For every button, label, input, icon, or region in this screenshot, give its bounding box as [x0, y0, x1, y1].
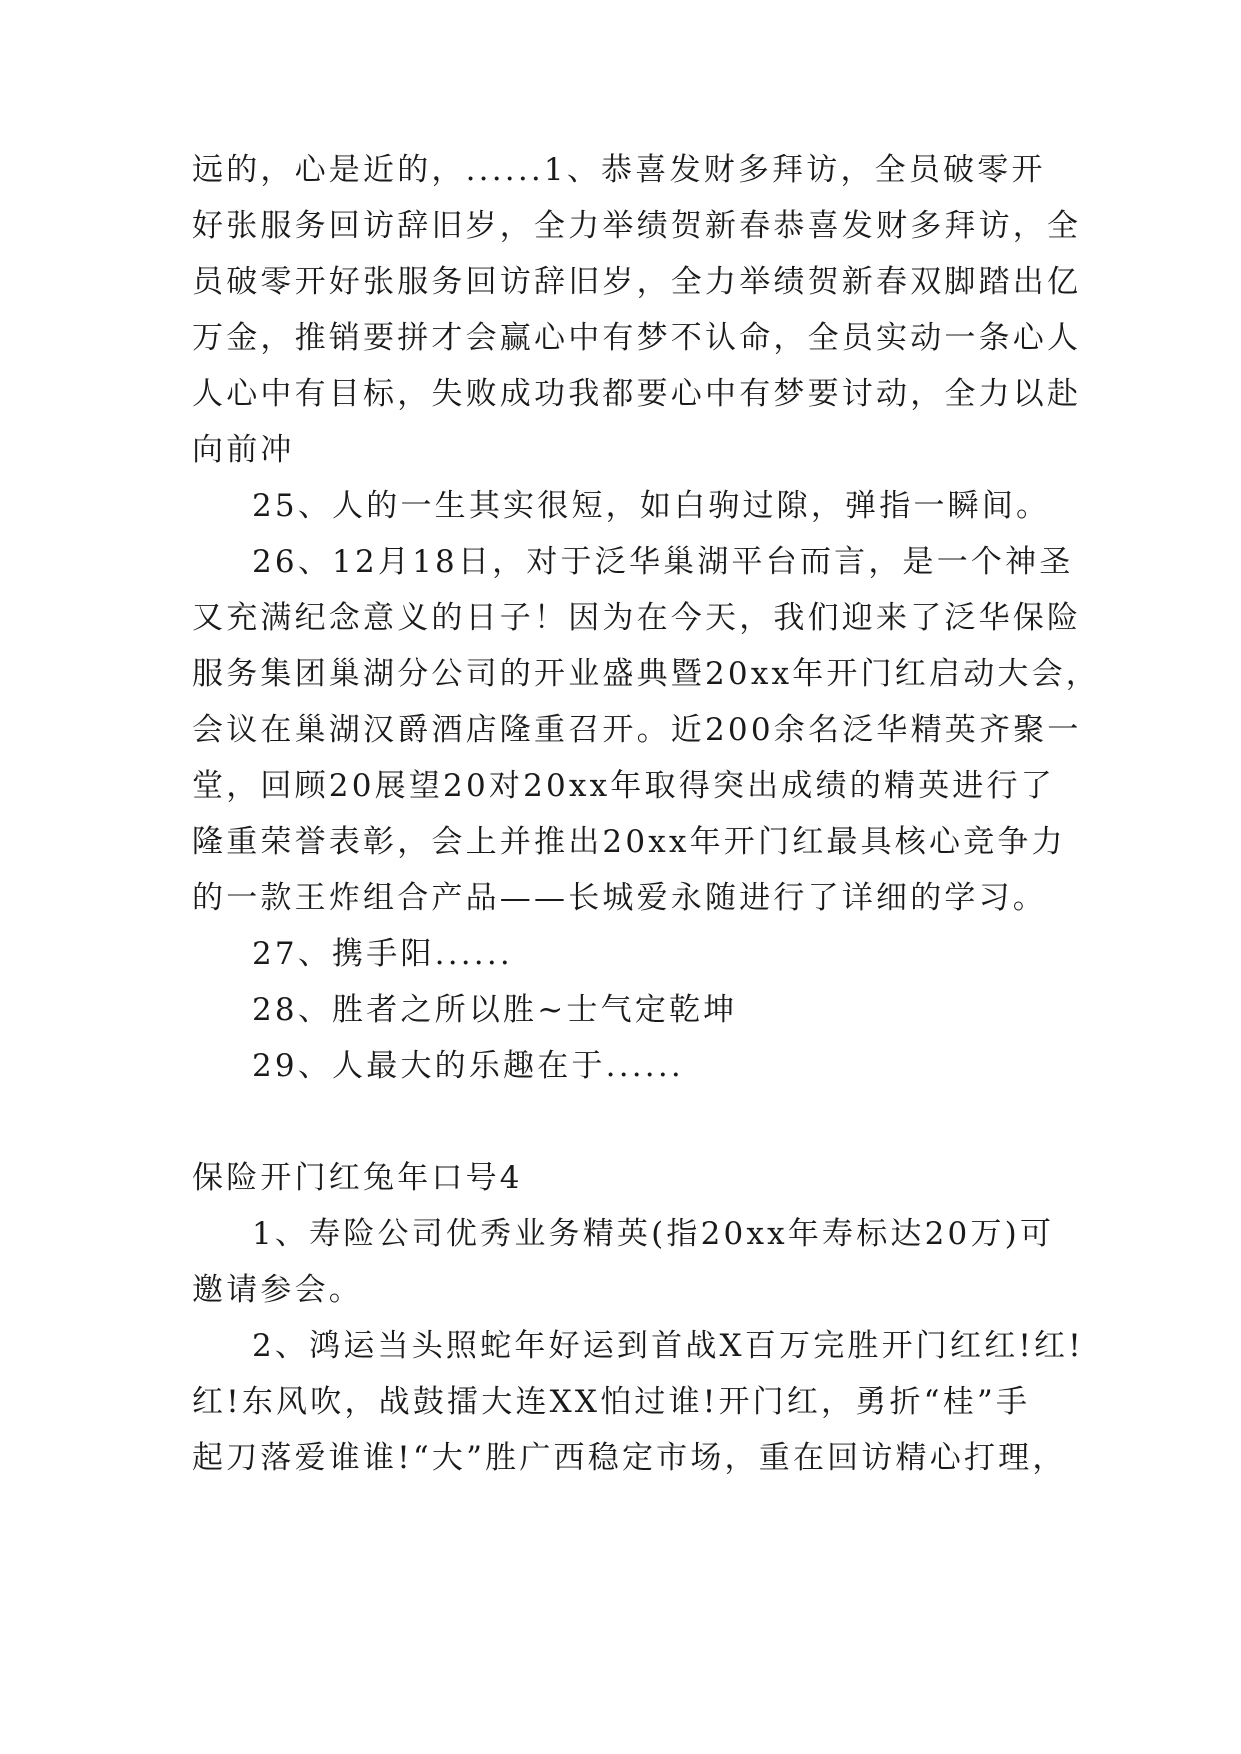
text-line: 又充满纪念意义的日子！因为在今天，我们迎来了泛华保险	[192, 600, 1082, 636]
text-line: 隆重荣誉表彰，会上并推出20xx年开门红最具核心竞争力	[192, 824, 1066, 860]
text-line: 堂，回顾20展望20对20xx年取得突出成绩的精英进行了	[192, 768, 1055, 804]
list-item-1: 1、寿险公司优秀业务精英(指20xx年寿标达20万)可	[252, 1216, 1055, 1252]
text-line: 向前冲	[192, 432, 295, 468]
list-item-26: 26、12月18日，对于泛华巢湖平台而言，是一个神圣	[252, 544, 1074, 580]
text-line: 邀请参会。	[192, 1272, 363, 1308]
list-item-2: 2、鸿运当头照蛇年好运到首战X百万完胜开门红红!红!	[252, 1328, 1084, 1364]
section-heading: 保险开门红兔年口号4	[192, 1160, 523, 1196]
text-line: 万金，推销要拼才会赢心中有梦不认命，全员实动一条心人	[192, 320, 1082, 356]
text-line: 远的，心是近的，......1、恭喜发财多拜访，全员破零开	[192, 152, 1046, 188]
text-line: 员破零开好张服务回访辞旧岁，全力举绩贺新春双脚踏出亿	[192, 264, 1082, 300]
text-line: 好张服务回访辞旧岁，全力举绩贺新春恭喜发财多拜访，全	[192, 208, 1082, 244]
list-item-27: 27、携手阳......	[252, 936, 513, 972]
text-line: 的一款王炸组合产品——长城爱永随进行了详细的学习。	[192, 880, 1047, 916]
list-item-29: 29、人最大的乐趣在于......	[252, 1048, 684, 1084]
text-line: 红!东风吹，战鼓擂大连XX怕过谁!开门红，勇折“桂”手	[192, 1384, 1031, 1420]
list-item-25: 25、人的一生其实很短，如白驹过隙，弹指一瞬间。	[252, 488, 1051, 524]
text-line: 人心中有目标，失败成功我都要心中有梦要讨动，全力以赴	[192, 376, 1082, 412]
text-line: 起刀落爱谁谁!“大”胜广西稳定市场，重在回访精心打理，	[192, 1440, 1067, 1476]
text-line: 服务集团巢湖分公司的开业盛典暨20xx年开门红启动大会，	[192, 656, 1101, 692]
list-item-28: 28、胜者之所以胜~士气定乾坤	[252, 992, 738, 1028]
text-line: 会议在巢湖汉爵酒店隆重召开。近200余名泛华精英齐聚一	[192, 712, 1082, 748]
